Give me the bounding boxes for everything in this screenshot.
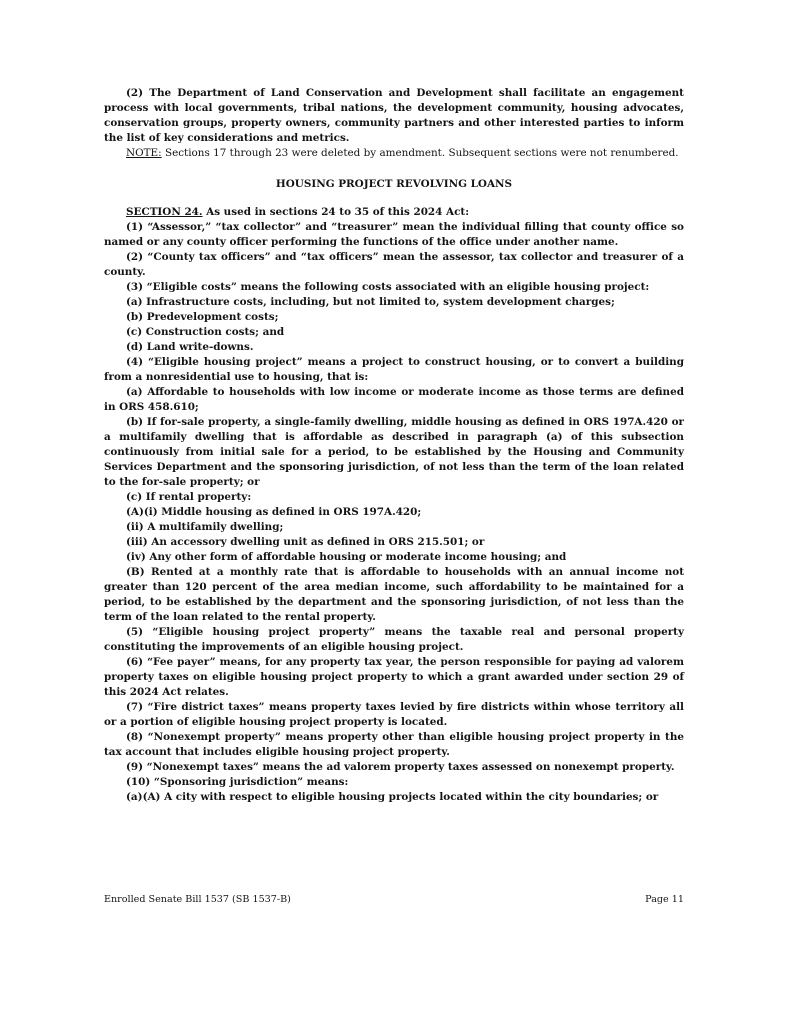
paragraph-dlcd-engagement: (2) The Department of Land Conservation and Development shall facilitate an engagement process with local governments, tribal nations, the development community, housing advocates, conservation groups, property owners, community partners and other interested parties to inform the list of key considerations and metrics.	[104, 87, 684, 144]
definition-9: (9) “Nonexempt taxes” means the ad valorem property taxes assessed on nonexempt property.	[126, 761, 675, 773]
definition-4a: (a) Affordable to households with low income or moderate income as those terms are defined in ORS 458.610;	[104, 386, 684, 413]
note-text: Sections 17 through 23 were deleted by amendment. Subsequent sections were not renumbered.	[164, 147, 679, 159]
definition-4c-iii: (iii) An accessory dwelling unit as defined in ORS 215.501; or	[126, 536, 485, 548]
footer-page-number: Page 11	[645, 894, 684, 905]
definition-4c-ii: (ii) A multifamily dwelling;	[126, 521, 284, 533]
definition-3a: (a) Infrastructure costs, including, but not limited to, system development charges;	[126, 296, 615, 308]
definition-2: (2) “County tax officers” and “tax officers” mean the assessor, tax collector and treasurer of a county.	[104, 251, 684, 278]
definition-10a-A: (a)(A) A city with respect to eligible housing projects located within the city boundaries; or	[126, 791, 659, 803]
definition-5: (5) “Eligible housing project property” means the taxable real and personal property constituting the improvements of an eligible housing project.	[104, 626, 684, 653]
section-heading: HOUSING PROJECT REVOLVING LOANS	[275, 178, 513, 190]
page-body	[104, 86, 684, 805]
definition-3c: (c) Construction costs; and	[126, 326, 285, 338]
definition-3b: (b) Predevelopment costs;	[126, 311, 279, 323]
definition-1: (1) “Assessor,” “tax collector” and “treasurer” mean the individual filling that county office so named or any county officer performing the functions of the office under another name.	[104, 221, 684, 248]
note-label: NOTE:	[126, 147, 162, 159]
definition-4c-iv: (iv) Any other form of affordable housing or moderate income housing; and	[126, 551, 567, 563]
definition-4: (4) “Eligible housing project” means a project to construct housing, or to convert a building from a nonresidential use to housing, that is:	[104, 356, 684, 383]
page-footer	[104, 893, 684, 907]
definition-4b: (b) If for-sale property, a single-family dwelling, middle housing as defined in ORS 197A.420 or a multifamily dwelling that is affordable as described in paragraph (a) of this subsection continuously from initial sale for a period, to be established by the Housing and Community Services Department and the sponsoring jurisdiction, of not less than the term of the loan related to the for-sale property; or	[104, 416, 684, 488]
note-paragraph	[104, 146, 684, 161]
definition-8: (8) “Nonexempt property” means property other than eligible housing project property in the tax account that includes eligible housing project property.	[104, 731, 684, 758]
definition-4c-A-i: (A)(i) Middle housing as defined in ORS 197A.420;	[126, 506, 422, 518]
footer-bill-name: Enrolled Senate Bill 1537 (SB 1537-B)	[104, 894, 291, 905]
definition-7: (7) “Fire district taxes” means property taxes levied by fire districts within whose territory all or a portion of eligible housing project property is located.	[104, 701, 684, 728]
definition-3: (3) “Eligible costs” means the following costs associated with an eligible housing project:	[126, 281, 650, 293]
section-24-label: SECTION 24.	[126, 206, 203, 218]
definition-10: (10) “Sponsoring jurisdiction” means:	[126, 776, 349, 788]
definition-3d: (d) Land write-downs.	[126, 341, 254, 353]
definition-4c-B: (B) Rented at a monthly rate that is affordable to households with an annual income not greater than 120 percent of the area median income, such affordability to be maintained for a period, to be established by the department and the sponsoring jurisdiction, of not less than the term of the loan related to the rental property.	[104, 566, 684, 623]
definition-6: (6) “Fee payer” means, for any property tax year, the person responsible for paying ad valorem property taxes on eligible housing project property to which a grant awarded under section 29 of this 2024 Act relates.	[104, 656, 684, 698]
section-24-text: As used in sections 24 to 35 of this 2024 Act:	[206, 206, 470, 218]
definition-4c: (c) If rental property:	[126, 491, 252, 503]
section-24-intro	[104, 205, 684, 220]
